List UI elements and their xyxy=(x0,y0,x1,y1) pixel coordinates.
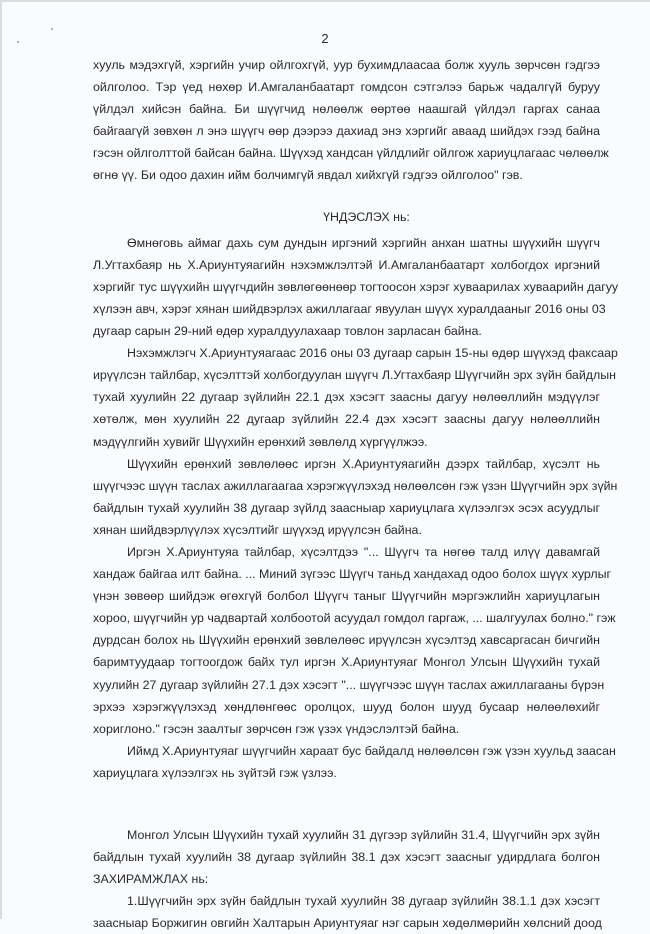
text-line: гэсэн ойлголттой байсан байна. Шүүхэд хандсан үйлдлийг ойлгож хариуцлагаас чөлөөлж xyxy=(93,146,609,161)
text-line: үйлдэл хийсэн байна. Би шүүгчид нөлөөлж өөртөө наашгай үйлдэл гаргах санаа xyxy=(93,102,600,117)
text-line: Иймд Х.Ариунтуяаг шүүгчийн хараат бус байдалд нөлөөлсөн гэж үзэн хуульд заасан xyxy=(127,743,616,758)
text-line: хөтөлж, мөн хуулийн 22 дугаар зүйлийн 22.4 дэх хэсэгт заасны дагуу нөлөөллийн xyxy=(93,412,600,427)
text-line: хандаж байгаа илт байна. ... Миний зүгээс Шүүгч таньд хандахад одоо болох шүүх хурлыг xyxy=(93,567,612,582)
basis-paragraph xyxy=(93,824,600,890)
paragraph xyxy=(93,740,616,784)
text-line: мэдүүлгийн хувийг Шүүхийн ерөнхий зөвлөлд хүргүүлжээ. xyxy=(93,434,428,449)
text-line: өгнө үү. Би одоо дахин ийм болчимгүй явдал хийхгүй гэдгээ ойлголоо" гэв. xyxy=(93,168,523,183)
paragraph xyxy=(93,453,618,541)
text-line: ойлголоо. Тэр үед нөхөр И.Амгаланбаатарт гомдсон сэтгэлээ барьж чадалгүй буруу xyxy=(93,80,600,95)
text-line: 1.Шүүгчийн эрх зүйн байдлын тухай хуулийн 38 дугаар зүйлийн 38.1.1 дэх хэсэгт xyxy=(127,894,600,909)
text-line: байгаагүй зөвхөн л энэ шүүгч өөр дээрээ дахиад энэ хэргийг аваад шийдэх гээд байна xyxy=(93,124,600,139)
text-line: заасныар Боржигин овгийн Халтарын Ариунтуяаг нэг сарын хөдөлмөрийн хөлсний доод xyxy=(93,916,602,931)
order-heading: ЗАХИРАМЖЛАХ нь: xyxy=(93,872,209,887)
document-body xyxy=(93,54,619,934)
text-line: үнэн зөвөөр шийдэж өгөхгүй болбол Шүүгч таныг Шүүгчийн мэргэжлийн хариуцлагын xyxy=(93,589,600,604)
text-line: Нэхэмжлэгч Х.Ариунтуяагаас 2016 оны 03 дугаар сарын 15-ны өдөр шүүхэд факсаар xyxy=(127,346,618,361)
section-heading: ҮНДЭСЛЭХ нь: xyxy=(323,209,410,224)
paragraph xyxy=(93,541,616,740)
text-line: дурдсан болох нь Шүүхийн ерөнхий зөвлөлөөс ирүүлсэн хүсэлтэд хавсаргасан бичгийн xyxy=(93,633,600,648)
page-number: 2 xyxy=(321,31,329,46)
intro-paragraph xyxy=(93,54,609,187)
paragraph xyxy=(93,232,619,342)
text-line: Өмнөговь аймаг дахь сум дундын иргэний хэргийн анхан шатны шүүхийн шүүгч xyxy=(127,235,600,250)
text-line: шүүгчээс шүүн таслах ажиллагаагаа хэрэгжүүлэхэд нөлөөлсөн гэж үзэн Шүүгчийн эрх зүйн xyxy=(93,478,618,493)
paragraph xyxy=(93,342,618,452)
text-line: Монгол Улсын Шүүхийн тухай хуулийн 31 дүгээр зүйлийн 31.4, Шүүгчийн эрх зүйн xyxy=(127,828,600,842)
text-line: байдлын тухай хуулийн 38 дугаар зүйлийн 38.1 дэх хэсэгт заасныг удирдлага болгон xyxy=(93,850,600,865)
text-line: ирүүлсэн тайлбар, хүсэлттэй холбогдуулан шүүгч Л.Угтахбаяр Шүүгчийн эрх зүйн байдлын xyxy=(93,368,616,383)
text-line: эрхээ хэрэгжүүлэхэд хөндлөнгөөс оролцох, шууд болон шууд бусаар нөлөөлөхийг xyxy=(93,699,600,714)
text-line: Л.Угтахбаяр нь Х.Ариунтуяагийн нэхэмжлэлтэй И.Амгаланбаатарт холбогдох иргэний xyxy=(93,257,600,272)
text-line: дугаар сарын 29-ний өдөр хуралдуулахаар товлон зарласан байна. xyxy=(93,324,482,339)
text-line: хууль мэдэхгүй, хэргийн учир ойлгохгүй, уур бухимдлаасаа болж хууль зөрчсөн гэдгээ xyxy=(93,58,600,72)
scan-edge-top xyxy=(0,0,650,2)
text-line: хориглоно." гэсэн заалтыг зөрчсөн гэж үзэх үндэслэлтэй байна. xyxy=(93,721,460,736)
text-line: хянан шийдвэрлүүлэх хүсэлтийг шүүхэд ирүүлсэн байна. xyxy=(93,522,422,537)
text-line: хүлээн авч, хэрэг хянан шийдвэрлэх ажиллагааг явуулан шүүх хуралдааныг 2016 оны 03 xyxy=(93,301,606,316)
text-line: баримтуудаар тогтоогдож байх тул иргэн Х.Ариунтуяаг Монгол Улсын Шүүхийн тухай xyxy=(93,655,600,670)
text-line: хороо, шүүгчийн ур чадвартай холбоотой асуудал гомдол гаргаж, ... шалгуулах болно." гэж xyxy=(93,611,616,626)
text-line: хариуцлага хүлээлгэх нь зүйтэй гэж үзлээ. xyxy=(93,765,337,780)
scan-speck xyxy=(51,28,53,30)
text-line: хэргийг тус шүүхийн шүүгчдийн зөвлөгөөнөөр тогтоосон хэрэг хуваарилах хуваарийн дагуу xyxy=(93,279,619,294)
scan-edge-left xyxy=(0,0,2,919)
text-line: тухай хуулийн 22 дугаар зүйлийн 22.1 дэх хэсэгт заасны дагуу нөлөөллийн мэдүүлэг xyxy=(93,390,600,405)
text-line: Шүүхийн ерөнхий зөвлөлөөс иргэн Х.Ариунтуяагийн дээрх тайлбар, хүсэлт нь xyxy=(127,456,600,471)
text-line: хуулийн 27 дугаар зүйлийн 27.1 дэх хэсэгт "... шүүгчээс шүүн таслах ажиллагааны бүрэн xyxy=(93,677,605,692)
text-line: Иргэн Х.Ариунтуяа тайлбар, хүсэлтдээ "... Шүүгч та нөгөө талд илүү давамгай xyxy=(127,544,600,559)
text-line: байдлын тухай хуулийн 38 дугаар зүйлд заасныар хариуцлага хүлээлгэх эсэх асуудлыг xyxy=(93,500,600,515)
order-paragraph xyxy=(93,890,600,934)
